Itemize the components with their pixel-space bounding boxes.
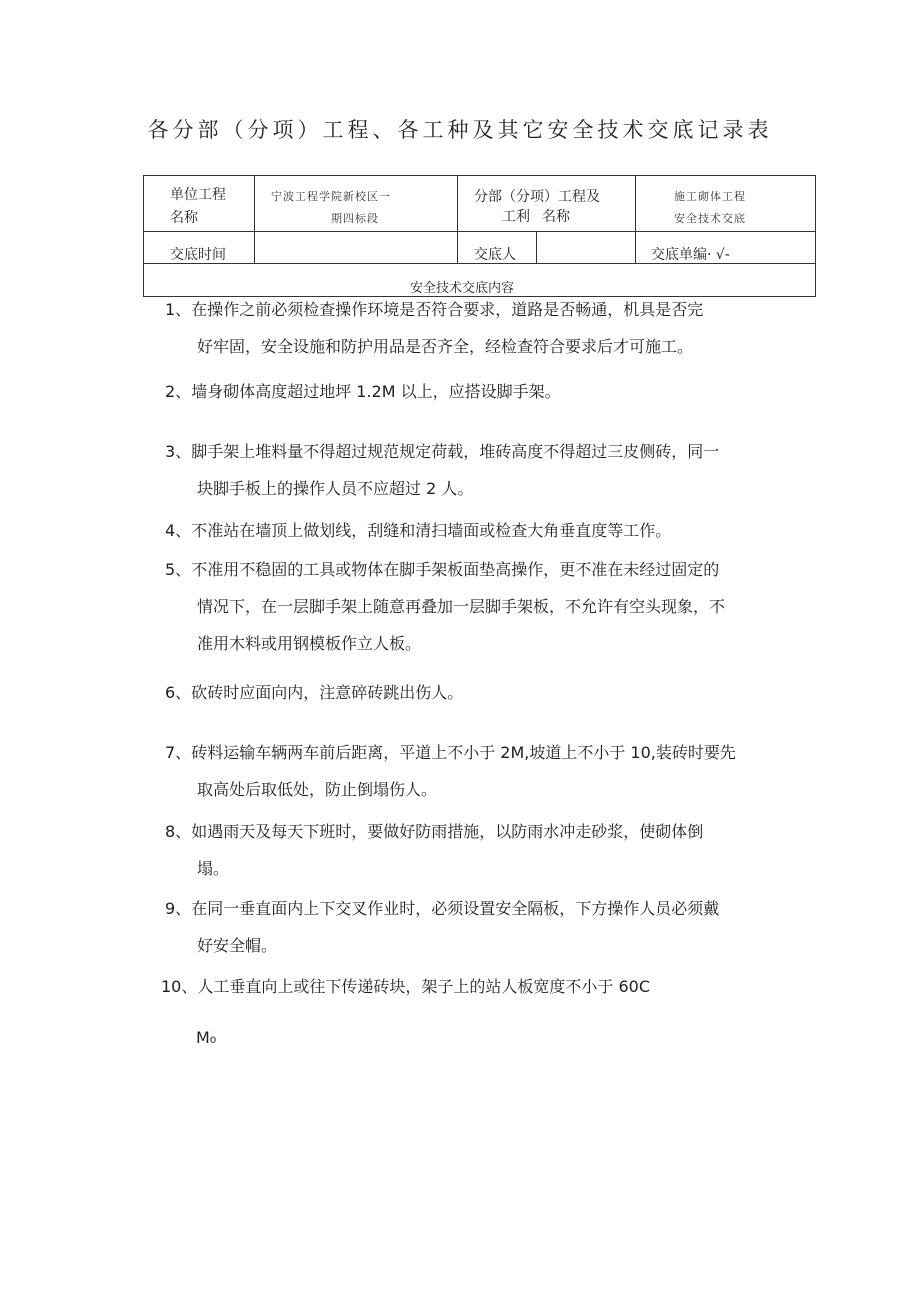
header-table — [143, 175, 816, 297]
sub-project-label: 工利 — [502, 209, 530, 225]
item-text: 墙身砌体高度超过地坪 1.2M 以上，应搭设脚手架。 — [191, 382, 561, 401]
table-divider — [254, 176, 255, 263]
item-number: 1、 — [165, 300, 192, 319]
item-text: 好安全帽。 — [197, 936, 278, 955]
sub-project-value: 安全技术交底 — [674, 212, 746, 225]
item-text: 块脚手板上的操作人员不应超过 2 人。 — [197, 479, 474, 498]
item-number: 10、 — [161, 977, 198, 996]
item-number: 3、 — [165, 442, 192, 461]
list-item — [161, 968, 816, 1005]
item-text: 好牢固，安全设施和防护用品是否齐全，经检查符合要求后才可施工。 — [197, 337, 694, 356]
list-item — [165, 291, 820, 365]
list-item — [165, 734, 820, 808]
item-number: 6、 — [165, 683, 192, 702]
item-text: 在操作之前必须检查操作环境是否符合要求，道路是否畅通，机具是否完 — [191, 300, 704, 319]
sub-project-label: 名称 — [542, 209, 570, 225]
item-number: 8、 — [165, 822, 192, 841]
item-text: 人工垂直向上或往下传递砖块，架子上的站人板宽度不小于 60C — [197, 977, 650, 996]
sub-project-label: 分部（分项）工程及 — [474, 189, 600, 205]
list-item — [165, 813, 820, 887]
item-text: 情况下，在一层脚手架上随意再叠加一层脚手架板，不允许有空头现象，不 — [197, 597, 726, 616]
document-title: 各分部（分项）工程、各工种及其它安全技术交底记录表 — [147, 118, 773, 142]
item-text: 脚手架上堆料量不得超过规范规定荷载，堆砖高度不得超过三皮侧砖，同一 — [191, 442, 720, 461]
date-label: 交底时间 — [170, 247, 226, 263]
table-divider — [635, 176, 636, 263]
item-text: 准用木料或用钢模板作立人板。 — [197, 634, 422, 653]
item-text: 砍砖时应面向内，注意碎砖跳出伤人。 — [191, 683, 464, 702]
item-number: 7、 — [165, 743, 192, 762]
table-divider — [457, 176, 458, 263]
table-divider — [144, 231, 815, 232]
trailing-text: M₀ — [196, 1028, 217, 1047]
list-item — [165, 890, 820, 964]
item-text: 砖料运输车辆两车前后距离，平道上不小于 2M,坡道上不小于 10,装砖时要先 — [191, 743, 736, 762]
item-text: 不准用不稳固的工具或物体在脚手架板面垫高操作，更不准在未经过固定的 — [191, 560, 720, 579]
unit-project-value: 期四标段 — [331, 212, 379, 225]
item-text: 取高处后取低处，防止倒塌伤人。 — [197, 780, 438, 799]
person-label: 交底人 — [474, 247, 516, 263]
item-number: 2、 — [165, 382, 192, 401]
item-text: 塌。 — [197, 859, 230, 878]
unit-label: 交底单编· √- — [651, 247, 730, 263]
list-item — [165, 373, 820, 410]
item-text: 不准站在墙顶上做划线，刮缝和清扫墙面或检查大角垂直度等工作。 — [191, 521, 672, 540]
item-text: 如遇雨天及每天下班时，要做好防雨措施，以防雨水冲走砂浆，使砌体倒 — [191, 822, 704, 841]
table-divider — [536, 231, 537, 263]
content-heading: 安全技术交底内容 — [410, 281, 515, 296]
item-number: 9、 — [165, 899, 192, 918]
item-number: 5、 — [165, 560, 192, 579]
unit-project-label: 名称 — [170, 210, 198, 226]
unit-project-label: 单位工程 — [170, 187, 226, 203]
list-item — [165, 433, 820, 507]
list-item — [165, 512, 820, 549]
item-text: 在同一垂直面内上下交叉作业时，必须设置安全隔板，下方操作人员必须戴 — [191, 899, 720, 918]
list-item — [165, 551, 820, 662]
sub-project-value: 施工砌体工程 — [674, 190, 746, 203]
list-item — [165, 674, 820, 711]
unit-project-value: 宁波工程学院新校区一 — [271, 190, 391, 203]
item-number: 4、 — [165, 521, 192, 540]
